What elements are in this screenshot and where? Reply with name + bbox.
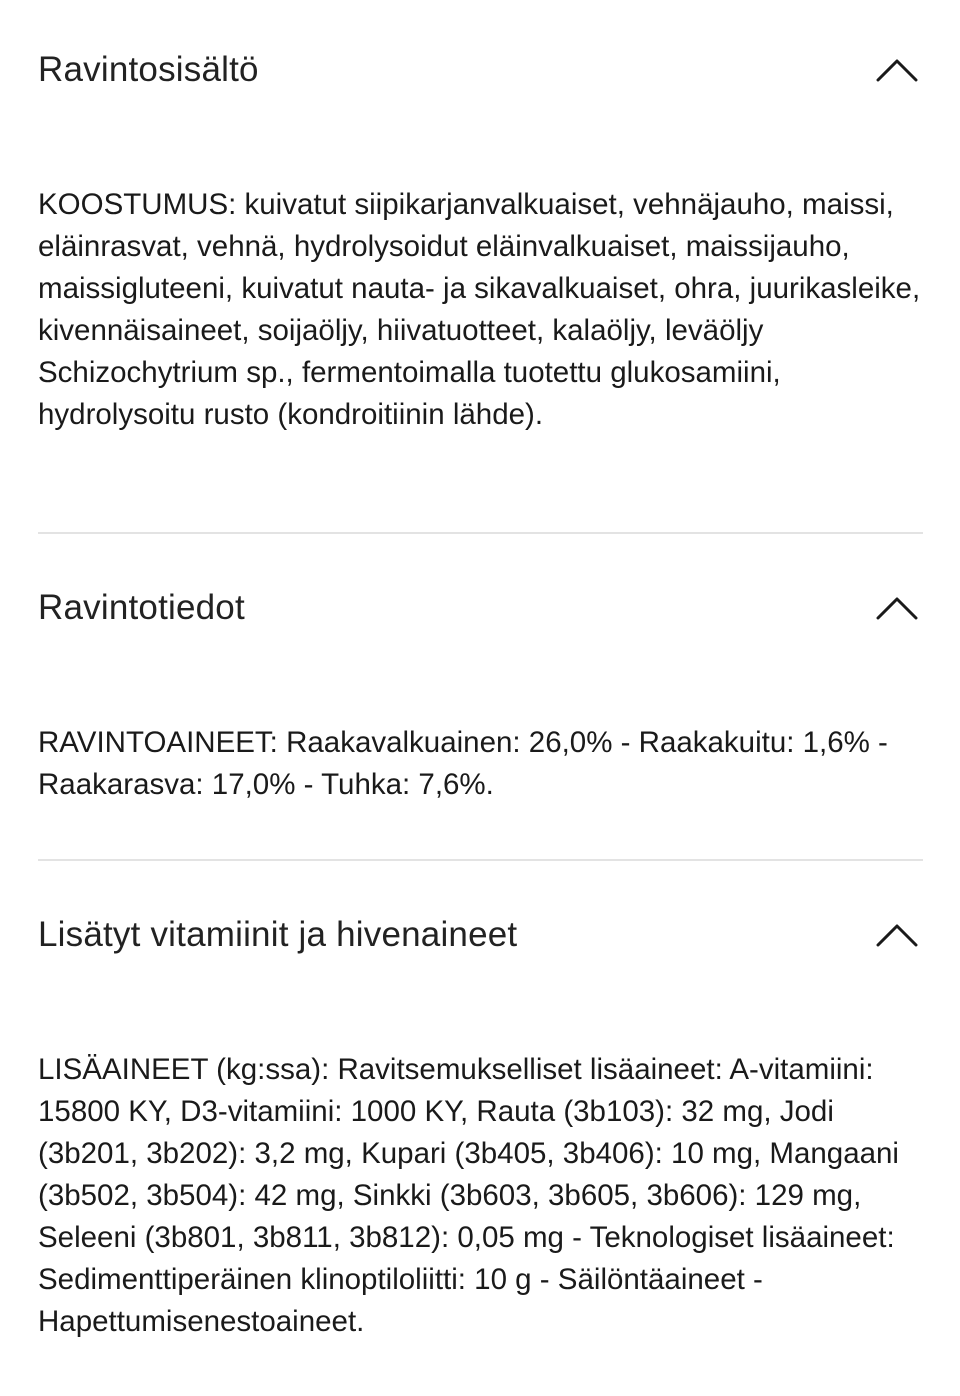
section-lisatyt-vitamiinit — [38, 899, 923, 1338]
section-body-text: KOOSTUMUS: kuivatut siipikarjanvalkuaiset, vehnäjauho, maissi, eläinrasvat, vehnä, hydrolysoidut eläinvalkuaiset, maissijauho, maissigluteeni, kuivatut nauta- ja sikavalkuaiset, ohra, juurikasleike, kivennäisaineet, soijaöljy, hiivatuotteet, kalaöljy, leväöljy Schizochytrium sp., fermentoimalla tuotettu glukosamiini, hydrolysoitu rusto (kondroitiinin lähde). — [38, 188, 921, 431]
section-body-text: RAVINTOAINEET: Raakavalkuainen: 26,0% - Raakakuitu: 1,6% - Raakarasva: 17,0% - Tuhka: 7,6%. — [38, 726, 888, 801]
chevron-up-icon[interactable] — [875, 594, 919, 622]
section-body-text: LISÄAINEET (kg:ssa): Ravitsemukselliset lisäaineet: A-vitamiini: 15800 KY, D3-vitamiini: 1000 KY, Rauta (3b103): 32 mg, Jodi (3b201, 3b202): 3,2 mg, Kupari (3b405, 3b406): 10 mg, Mangaani (3b502, 3b504): 42 mg, Sinkki (3b603, 3b605, 3b606): 129 mg, Seleeni (3b801, 3b811, 3b812): 0,05 mg - Teknologiset lisäaineet: Sedimenttiperäinen klinoptiloliitti: 10 g - Säilöntäaineet - Hapettumisenestoaineet. — [38, 1053, 899, 1338]
section-ravintotiedot — [38, 572, 923, 801]
section-header-ravintotiedot[interactable] — [38, 572, 923, 644]
chevron-up-icon[interactable] — [875, 921, 919, 949]
section-ravintosisalto — [38, 34, 923, 431]
divider — [38, 859, 923, 861]
section-header-ravintosisalto[interactable] — [38, 34, 923, 106]
section-title: Ravintosisältö — [38, 50, 259, 89]
section-title: Ravintotiedot — [38, 588, 245, 627]
chevron-up-icon[interactable] — [875, 56, 919, 84]
divider — [38, 532, 923, 534]
section-header-lisatyt-vitamiinit[interactable] — [38, 899, 923, 971]
section-title: Lisätyt vitamiinit ja hivenaineet — [38, 915, 518, 954]
